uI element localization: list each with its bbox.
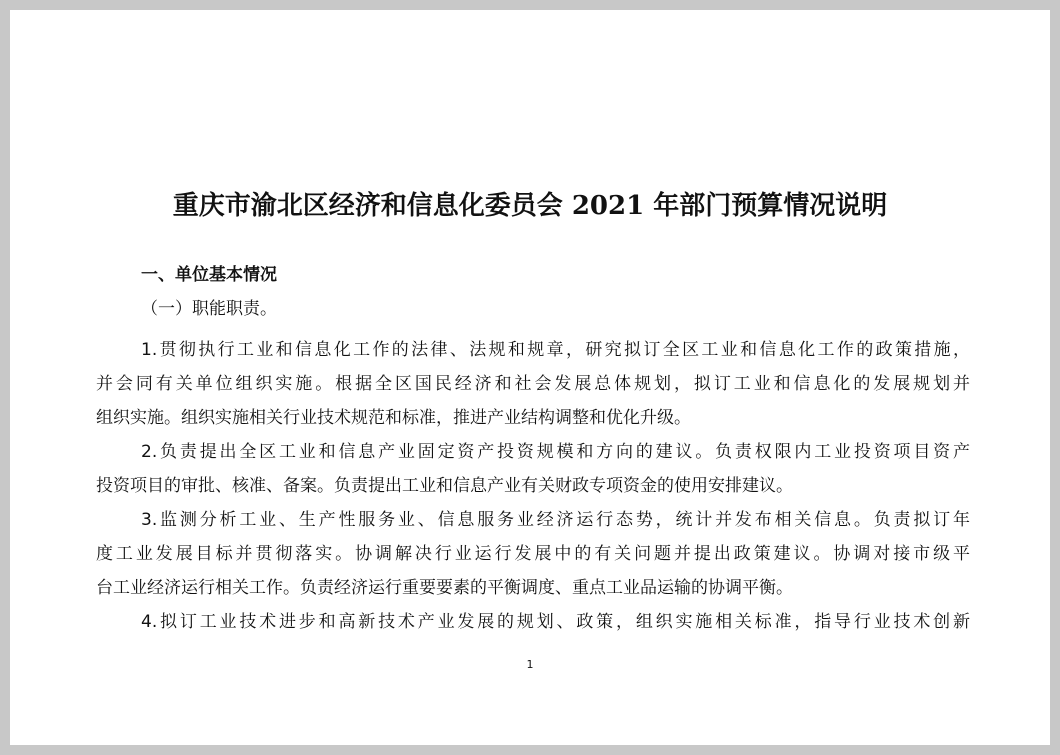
- document-title: 重庆市渝北区经济和信息化委员会 2021 年部门预算情况说明: [172, 191, 888, 221]
- paragraph-3: [96, 503, 970, 605]
- paragraph-line: 3.监测分析工业、生产性服务业、信息服务业经济运行态势，统计并发布相关信息。负责拟订年: [141, 510, 970, 530]
- paragraph-line: 组织实施。组织实施相关行业技术规范和标准，推进产业结构调整和优化升级。: [96, 408, 691, 428]
- paragraph-line: 台工业经济运行相关工作。负责经济运行重要要素的平衡调度、重点工业品运输的协调平衡。: [96, 578, 793, 598]
- paragraph-line: 2.负责提出全区工业和信息产业固定资产投资规模和方向的建议。负责权限内工业投资项目资产: [141, 442, 970, 462]
- paragraph-line: 并会同有关单位组织实施。根据全区国民经济和社会发展总体规划，拟订工业和信息化的发展规划并: [96, 374, 970, 394]
- paragraph-2: [96, 435, 970, 503]
- paragraph-line: 投资项目的审批、核准、备案。负责提出工业和信息产业有关财政专项资金的使用安排建议。: [96, 476, 793, 496]
- section-heading: 一、单位基本情况: [141, 265, 277, 285]
- document-page: [10, 10, 1050, 745]
- paragraph-1: [96, 333, 970, 435]
- paragraph-line: 1.贯彻执行工业和信息化工作的法律、法规和规章，研究拟订全区工业和信息化工作的政策措施，: [141, 340, 970, 360]
- page-number: 1: [526, 658, 534, 671]
- paragraph-4: [96, 605, 970, 639]
- paragraph-line: 度工业发展目标并贯彻落实。协调解决行业运行发展中的有关问题并提出政策建议。协调对接市级平: [96, 544, 970, 564]
- subsection-heading: （一）职能职责。: [141, 299, 277, 319]
- paragraph-line: 4.拟订工业技术进步和高新技术产业发展的规划、政策，组织实施相关标准，指导行业技术创新: [141, 612, 970, 632]
